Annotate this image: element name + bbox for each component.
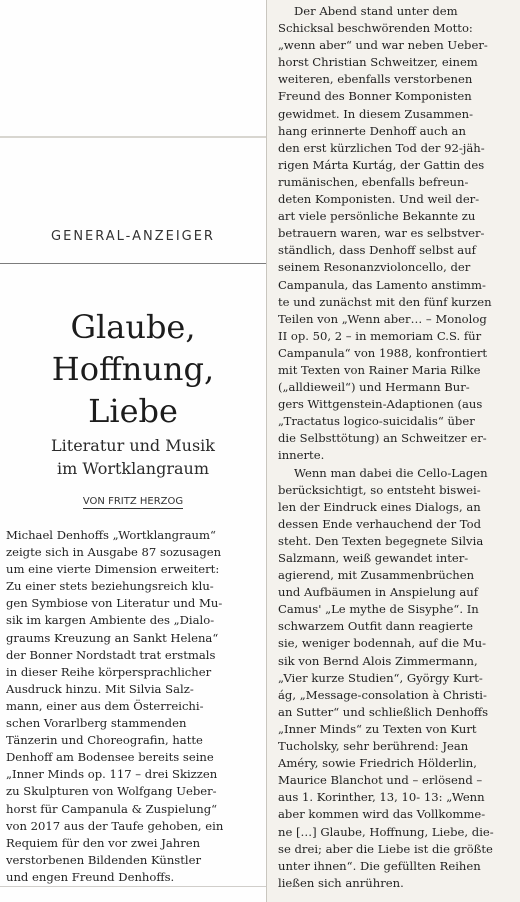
text-line: Camus' „Le mythe de Sisyphe“. In xyxy=(278,602,479,617)
text-line: Améry, sowie Friedrich Hölderlin, xyxy=(278,756,477,771)
text-line: weiteren, ebenfalls verstorbenen xyxy=(278,72,473,87)
text-line: „Inner Minds“ zu Texten von Kurt xyxy=(278,721,477,736)
text-line: Salzmann, weiß gewandet inter- xyxy=(278,551,469,565)
text-line: „wenn aber“ und war neben Ueber- xyxy=(278,38,488,53)
text-line: sie, weniger bodennah, auf die Mu- xyxy=(278,636,487,651)
text-line: innerte. xyxy=(278,448,325,463)
article-column-right xyxy=(278,3,514,892)
text-line: Campanula“ von 1988, konfrontiert xyxy=(278,345,488,360)
text-line: in dieser Reihe körpersprachlicher xyxy=(6,664,212,679)
text-line: den erst kürzlichen Tod der 92-jäh- xyxy=(278,140,485,155)
text-line: art viele persönliche Bekannte zu xyxy=(278,209,476,224)
text-line: rigen Márta Kurtág, der Gattin des xyxy=(278,157,485,172)
text-line: verstorbenen Bildenden Künstler xyxy=(6,852,202,867)
text-line: Der Abend stand unter dem xyxy=(294,4,458,18)
text-line: „Tractatus logico-suicidalis“ über xyxy=(278,414,475,429)
text-line: ständlich, dass Denhoff selbst auf xyxy=(278,243,476,258)
text-line: mann, einer aus dem Österreichi- xyxy=(6,698,204,713)
publication-rule xyxy=(0,263,266,264)
text-line: ág, „Message-consolation à Christi- xyxy=(278,687,487,702)
headline-line: Glaube, xyxy=(70,308,196,346)
text-line: Michael Denhoffs „Wortklangraum“ xyxy=(6,528,216,542)
text-line: um eine vierte Dimension erweitert: xyxy=(6,562,220,577)
text-line: Campanula, das Lamento anstimm- xyxy=(278,277,486,292)
text-line: se drei; aber die Liebe ist die größte xyxy=(278,841,493,856)
text-line: („alldieweil“) und Hermann Bur- xyxy=(278,380,470,395)
text-line: deten Komponisten. Und weil der- xyxy=(278,192,480,207)
text-line: von 2017 aus der Taufe gehoben, ein xyxy=(6,818,224,833)
text-line: sik von Bernd Alois Zimmermann, xyxy=(278,653,478,668)
text-line: graums Kreuzung an Sankt Helena“ xyxy=(6,630,219,645)
text-line: berücksichtigt, so entsteht biswei- xyxy=(278,482,481,497)
clipping-edge xyxy=(0,136,266,138)
text-line: ließen sich anrühren. xyxy=(278,875,404,890)
text-line: ne […] Glaube, Hoffnung, Liebe, die- xyxy=(278,824,494,839)
subtitle xyxy=(0,434,266,480)
text-line: rumänischen, ebenfalls befreun- xyxy=(278,174,469,189)
byline xyxy=(0,496,266,507)
text-line: horst für Campanula & Zuspielung“ xyxy=(6,801,218,816)
text-line: schwarzem Outfit dann reagierte xyxy=(278,619,473,634)
clipping-bottom-edge xyxy=(0,886,266,887)
text-line: seinem Resonanzvioloncello, der xyxy=(278,260,471,275)
text-line: gers Wittgenstein-Adaptionen (aus xyxy=(278,397,483,412)
text-line: mit Texten von Rainer Maria Rilke xyxy=(278,362,481,377)
text-line: Tucholsky, sehr berührend: Jean xyxy=(278,739,469,754)
subtitle-line: im Wortklangraum xyxy=(56,459,209,478)
text-line: schen Vorarlberg stammenden xyxy=(6,716,187,731)
text-line: Zu einer stets beziehungsreich klu- xyxy=(6,579,214,594)
text-line: Ausdruck hinzu. Mit Silvia Salz- xyxy=(6,681,194,696)
paragraph-2 xyxy=(278,465,514,892)
text-line: und Aufbäumen in Anspielung auf xyxy=(278,585,479,600)
text-line: Tänzerin und Choreografin, hatte xyxy=(6,733,203,748)
text-line: aus 1. Korinther, 13, 10- 13: „Wenn xyxy=(278,790,485,805)
headline-line: Liebe xyxy=(88,392,178,430)
text-line: gen Symbiose von Literatur und Mu- xyxy=(6,596,223,611)
text-line: betrauern waren, war es selbstver- xyxy=(278,226,485,241)
text-line: der Bonner Nordstadt trat erstmals xyxy=(6,647,216,662)
paragraph-1 xyxy=(278,3,514,465)
text-line: an Sutter“ und schließlich Denhoffs xyxy=(278,704,489,719)
text-line: agierend, mit Zusammenbrüchen xyxy=(278,568,475,583)
text-line: „Inner Minds op. 117 – drei Skizzen xyxy=(6,767,218,782)
text-line: len der Eindruck eines Dialogs, an xyxy=(278,499,481,514)
text-line: Denhoff am Bodensee bereits seine xyxy=(6,750,214,765)
text-line: Schicksal beschwörenden Motto: xyxy=(278,21,473,36)
text-line: „Vier kurze Studien“, György Kurt- xyxy=(278,670,483,685)
text-line: gewidmet. In diesem Zusammen- xyxy=(278,106,474,121)
text-line: te und zunächst mit den fünf kurzen xyxy=(278,294,492,309)
text-line: sik im kargen Ambiente des „Dialo- xyxy=(6,613,215,628)
text-line: die Selbsttötung) an Schweitzer er- xyxy=(278,431,487,446)
text-line: unter ihnen“. Die gefüllten Reihen xyxy=(278,858,481,873)
text-line: dessen Ende verhauchend der Tod xyxy=(278,516,482,531)
text-line: Requiem für den vor zwei Jahren xyxy=(6,835,201,850)
text-line: aber kommen wird das Vollkomme- xyxy=(278,807,486,822)
text-line: steht. Den Texten begegnete Silvia xyxy=(278,533,484,548)
text-line: hang erinnerte Denhoff auch an xyxy=(278,123,467,138)
headline-line: Hoffnung, xyxy=(51,350,215,388)
text-line: zu Skulpturen von Wolfgang Ueber- xyxy=(6,784,217,799)
article-column-left xyxy=(6,527,260,886)
text-line: Freund des Bonner Komponisten xyxy=(278,89,472,104)
text-line: Wenn man dabei die Cello-Lagen xyxy=(294,465,488,480)
text-line: Teilen von „Wenn aber… – Monolog xyxy=(278,311,487,326)
text-line: zeigte sich in Ausgabe 87 sozusagen xyxy=(6,545,222,560)
text-line: und engen Freund Denhoffs. xyxy=(6,869,175,884)
subtitle-line: Literatur und Musik xyxy=(51,436,215,455)
text-line: horst Christian Schweitzer, einem xyxy=(278,55,478,70)
byline-text: VON FRITZ HERZOG xyxy=(82,496,184,507)
text-line: Maurice Blanchot und – erlösend – xyxy=(278,773,483,788)
text-line: II op. 50, 2 – in memoriam C.S. für xyxy=(278,328,482,343)
publication-name: GENERAL-ANZEIGER xyxy=(51,229,215,244)
headline xyxy=(0,306,266,432)
